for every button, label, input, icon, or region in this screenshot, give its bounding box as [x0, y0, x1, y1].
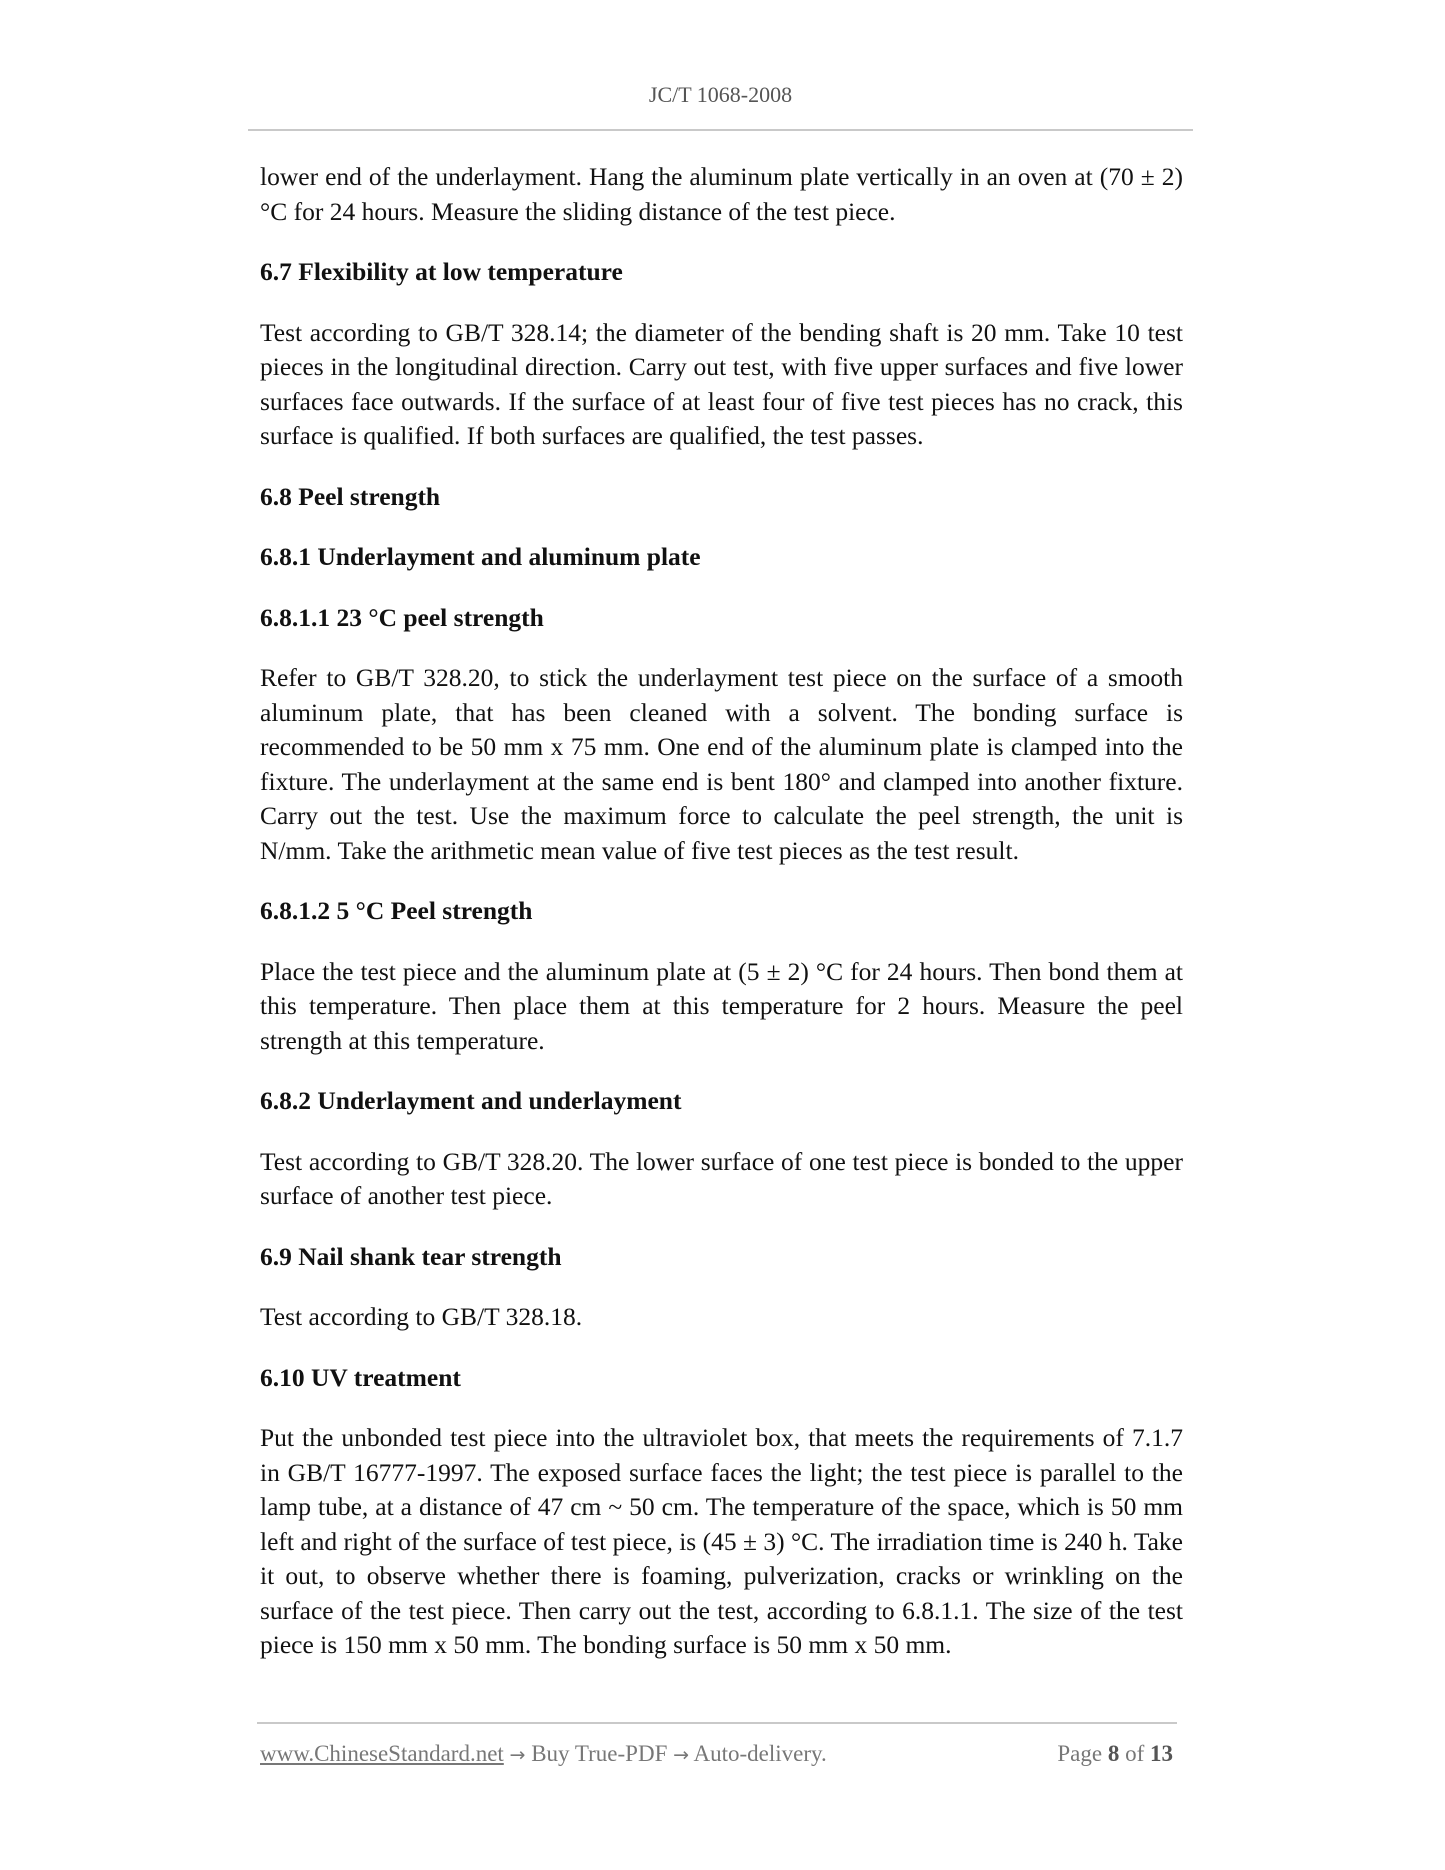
paragraph-underlayment-underlayment: Test according to GB/T 328.20. The lower surface of one test piece is bonded to the upper surface of another test piece.	[260, 1146, 1183, 1210]
total-pages: 13	[1150, 1741, 1173, 1766]
paragraph-23c-peel: Refer to GB/T 328.20, to stick the underlayment test piece on the surface of a smooth aluminum plate, that has been cleaned with a solvent. The bonding surface is recommended to be 50 mm x 75 mm. One end of the aluminum plate is clamped into the fixture. The underlayment at the same end is bent 180° and clamped into another fixture. Carry out the test. Use the maximum force to calculate the peel strength, the unit is N/mm. Take the arithmetic mean value of five test pieces as the test result.	[260, 663, 1183, 865]
heading-6-9-nail-shank: 6.9 Nail shank tear strength	[260, 1241, 562, 1271]
heading-6-7-flexibility: 6.7 Flexibility at low temperature	[260, 257, 623, 286]
document-header	[248, 82, 1193, 108]
page-indicator	[1057, 1741, 1173, 1767]
paragraph-nail-shank: Test according to GB/T 328.18.	[260, 1302, 583, 1331]
document-body	[260, 160, 1183, 1689]
footer-promo	[260, 1741, 827, 1767]
buy-pdf-text: Buy True-PDF	[531, 1741, 668, 1766]
standard-code: JC/T 1068-2008	[648, 82, 793, 107]
paragraph-sliding-continuation: lower end of the underlayment. Hang the aluminum plate vertically in an oven at (70 ± 2) °C for 24 hours. Measure the sliding distance of the test piece.	[260, 162, 1183, 226]
footer-divider	[257, 1722, 1177, 1724]
paragraph-5c-peel: Place the test piece and the aluminum plate at (5 ± 2) °C for 24 hours. Then bond them at this temperature. Then place them at this temperature for 2 hours. Measure the peel strength at this temperature.	[260, 956, 1183, 1055]
heading-6-8-1-1-23c-peel: 6.8.1.1 23 °C peel strength	[260, 602, 544, 632]
heading-6-8-1-2-5c-peel: 6.8.1.2 5 °C Peel strength	[260, 896, 533, 925]
heading-6-10-uv-treatment: 6.10 UV treatment	[260, 1362, 461, 1392]
page-label: Page	[1057, 1741, 1103, 1766]
arrow-right-icon: →	[509, 1744, 526, 1766]
auto-delivery-text: Auto-delivery.	[693, 1741, 827, 1766]
header-divider	[248, 129, 1193, 131]
heading-6-8-1-underlayment-aluminum: 6.8.1 Underlayment and aluminum plate	[260, 542, 701, 571]
heading-6-8-peel-strength: 6.8 Peel strength	[260, 481, 441, 511]
arrow-right-icon: →	[673, 1744, 690, 1766]
paragraph-flexibility: Test according to GB/T 328.14; the diameter of the bending shaft is 20 mm. Take 10 test pieces in the longitudinal direction. Carry out test, with five upper surfaces and five lower surfaces face outwards. If the surface of at least four of five test pieces has no crack, this surface is qualified. If both surfaces are qualified, the test passes.	[260, 317, 1183, 450]
of-label: of	[1125, 1741, 1145, 1766]
heading-6-8-2-underlayment-underlayment: 6.8.2 Underlayment and underlayment	[260, 1086, 682, 1115]
page-number: 8	[1107, 1741, 1120, 1766]
site-link[interactable]: www.ChineseStandard.net	[260, 1741, 504, 1766]
paragraph-uv-treatment: Put the unbonded test piece into the ultraviolet box, that meets the requirements of 7.1.7 in GB/T 16777-1997. The exposed surface faces the light; the test piece is parallel to the lamp tube, at a distance of 47 cm ~ 50 cm. The temperature of the space, which is 50 mm left and right of the surface of test piece, is (45 ± 3) °C. The irradiation time is 240 h. Take it out, to observe whether there is foaming, pulverization, cracks or wrinkling on the surface of the test piece. Then carry out the test, according to 6.8.1.1. The size of the test piece is 150 mm x 50 mm. The bonding surface is 50 mm x 50 mm.	[260, 1423, 1183, 1659]
